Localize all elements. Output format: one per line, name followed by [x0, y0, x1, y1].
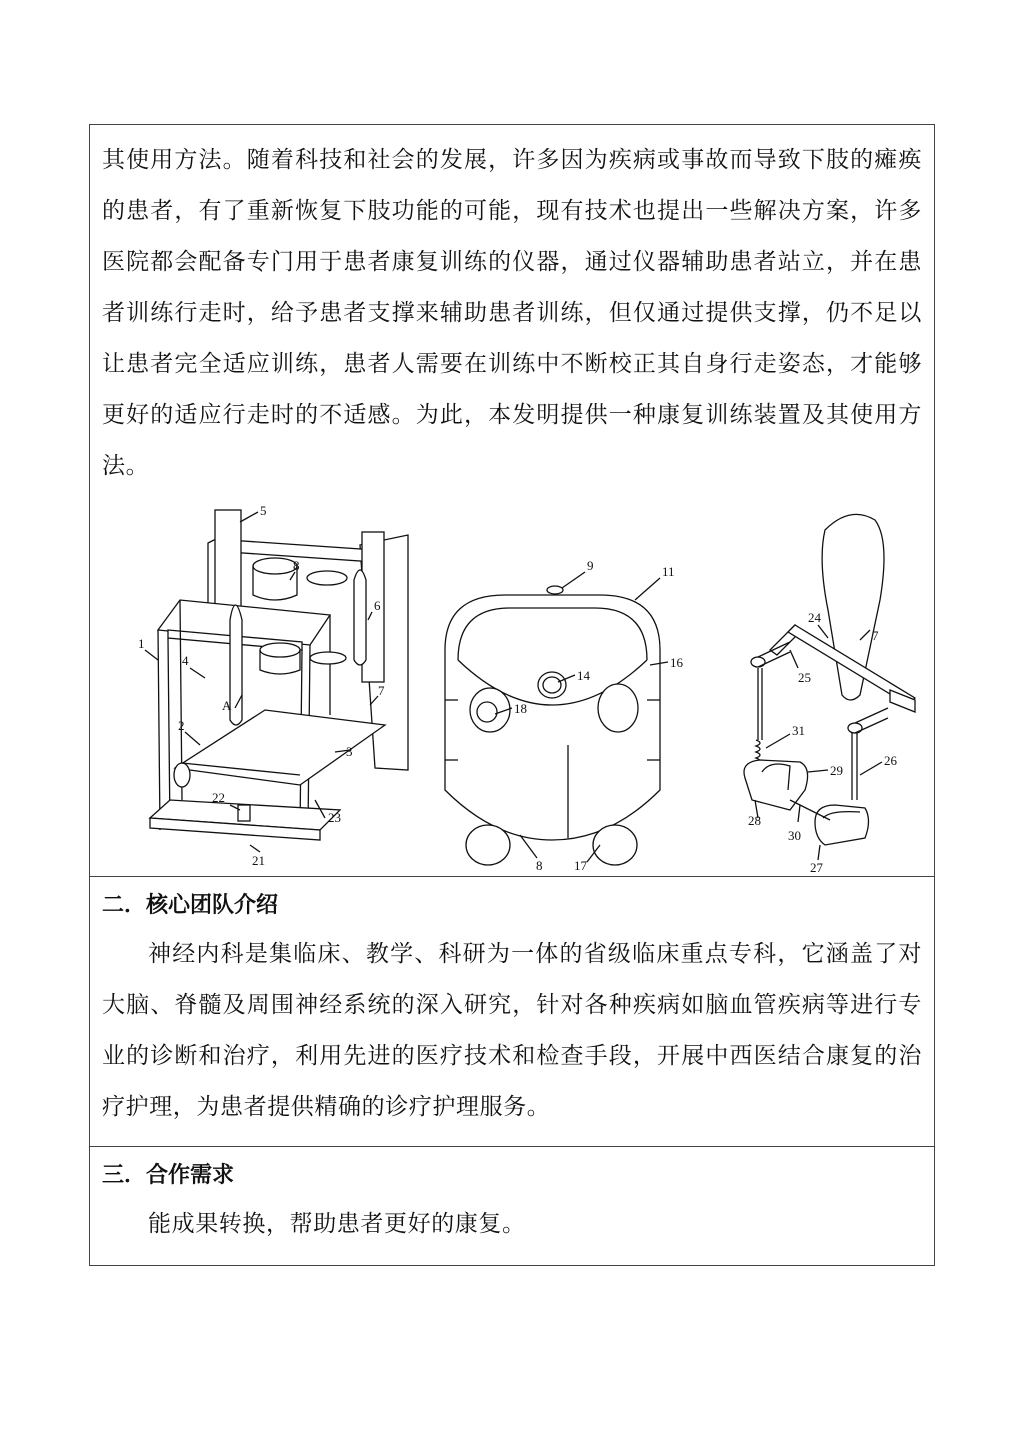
label-26: 26 — [884, 753, 897, 768]
label-1: 1 — [138, 636, 145, 651]
label-29: 29 — [830, 763, 843, 778]
label-22: 22 — [212, 790, 225, 805]
label-7: 7 — [378, 683, 385, 698]
label-11: 11 — [662, 564, 675, 579]
label-8: 8 — [293, 558, 300, 573]
label-5: 5 — [260, 503, 267, 518]
label-30: 30 — [788, 828, 801, 843]
figure-foot-assembly — [744, 514, 915, 875]
label-2: 2 — [178, 718, 185, 733]
figure-training-frame — [138, 503, 408, 868]
label-18: 18 — [514, 701, 527, 716]
team-section — [90, 877, 934, 1147]
label-21: 21 — [252, 853, 265, 868]
label-17: 17 — [574, 858, 587, 873]
cooperation-paragraph: 能成果转换，帮助患者更好的康复。 — [148, 1211, 526, 1237]
intro-paragraph: 其使用方法。随着科技和社会的发展，许多因为疾病或事故而导致下肢的瘫痪的患者，有了重新恢复下肢功能的可能，现有技术也提出一些解决方案，许多医院都会配备专门用于患者康复训练的仪器，通过仪器辅助患者站立，并在患者训练行走时，给予患者支撑来辅助患者训练，但仅通过提供支撑，仍不足以让患者完全适应训练，患者人需要在训练中不断校正其自身行走姿态，才能够更好的适应行走时的不适感。为此，本发明提供一种康复训练装置及其使用方法。 — [102, 147, 922, 479]
cooperation-heading: 三．合作需求 — [102, 1163, 235, 1188]
label-24: 24 — [808, 610, 821, 625]
intro-section — [90, 125, 934, 877]
label-16: 16 — [670, 655, 683, 670]
label-25: 25 — [798, 670, 811, 685]
figure-support-body — [445, 558, 684, 873]
patent-figures — [90, 500, 934, 875]
label-7b: 7 — [872, 628, 879, 643]
label-8b: 8 — [536, 858, 543, 873]
label-31: 31 — [792, 723, 805, 738]
label-28: 28 — [748, 813, 761, 828]
label-6: 6 — [374, 598, 381, 613]
label-27: 27 — [810, 860, 823, 875]
document-table — [89, 124, 935, 1266]
label-A: A — [222, 698, 232, 713]
label-23: 23 — [328, 810, 341, 825]
label-14: 14 — [577, 668, 590, 683]
label-9: 9 — [587, 558, 594, 573]
team-paragraph: 神经内科是集临床、教学、科研为一体的省级临床重点专科，它涵盖了对大脑、脊髓及周围神经系统的深入研究，针对各种疾病如脑血管疾病等进行专业的诊断和治疗，利用先进的医疗技术和检查手段，开展中西医结合康复的治疗护理，为患者提供精确的诊疗护理服务。 — [102, 941, 922, 1120]
cooperation-section — [90, 1147, 934, 1265]
label-3: 3 — [346, 744, 353, 759]
team-heading: 二．核心团队介绍 — [102, 893, 279, 918]
label-4: 4 — [182, 653, 189, 668]
